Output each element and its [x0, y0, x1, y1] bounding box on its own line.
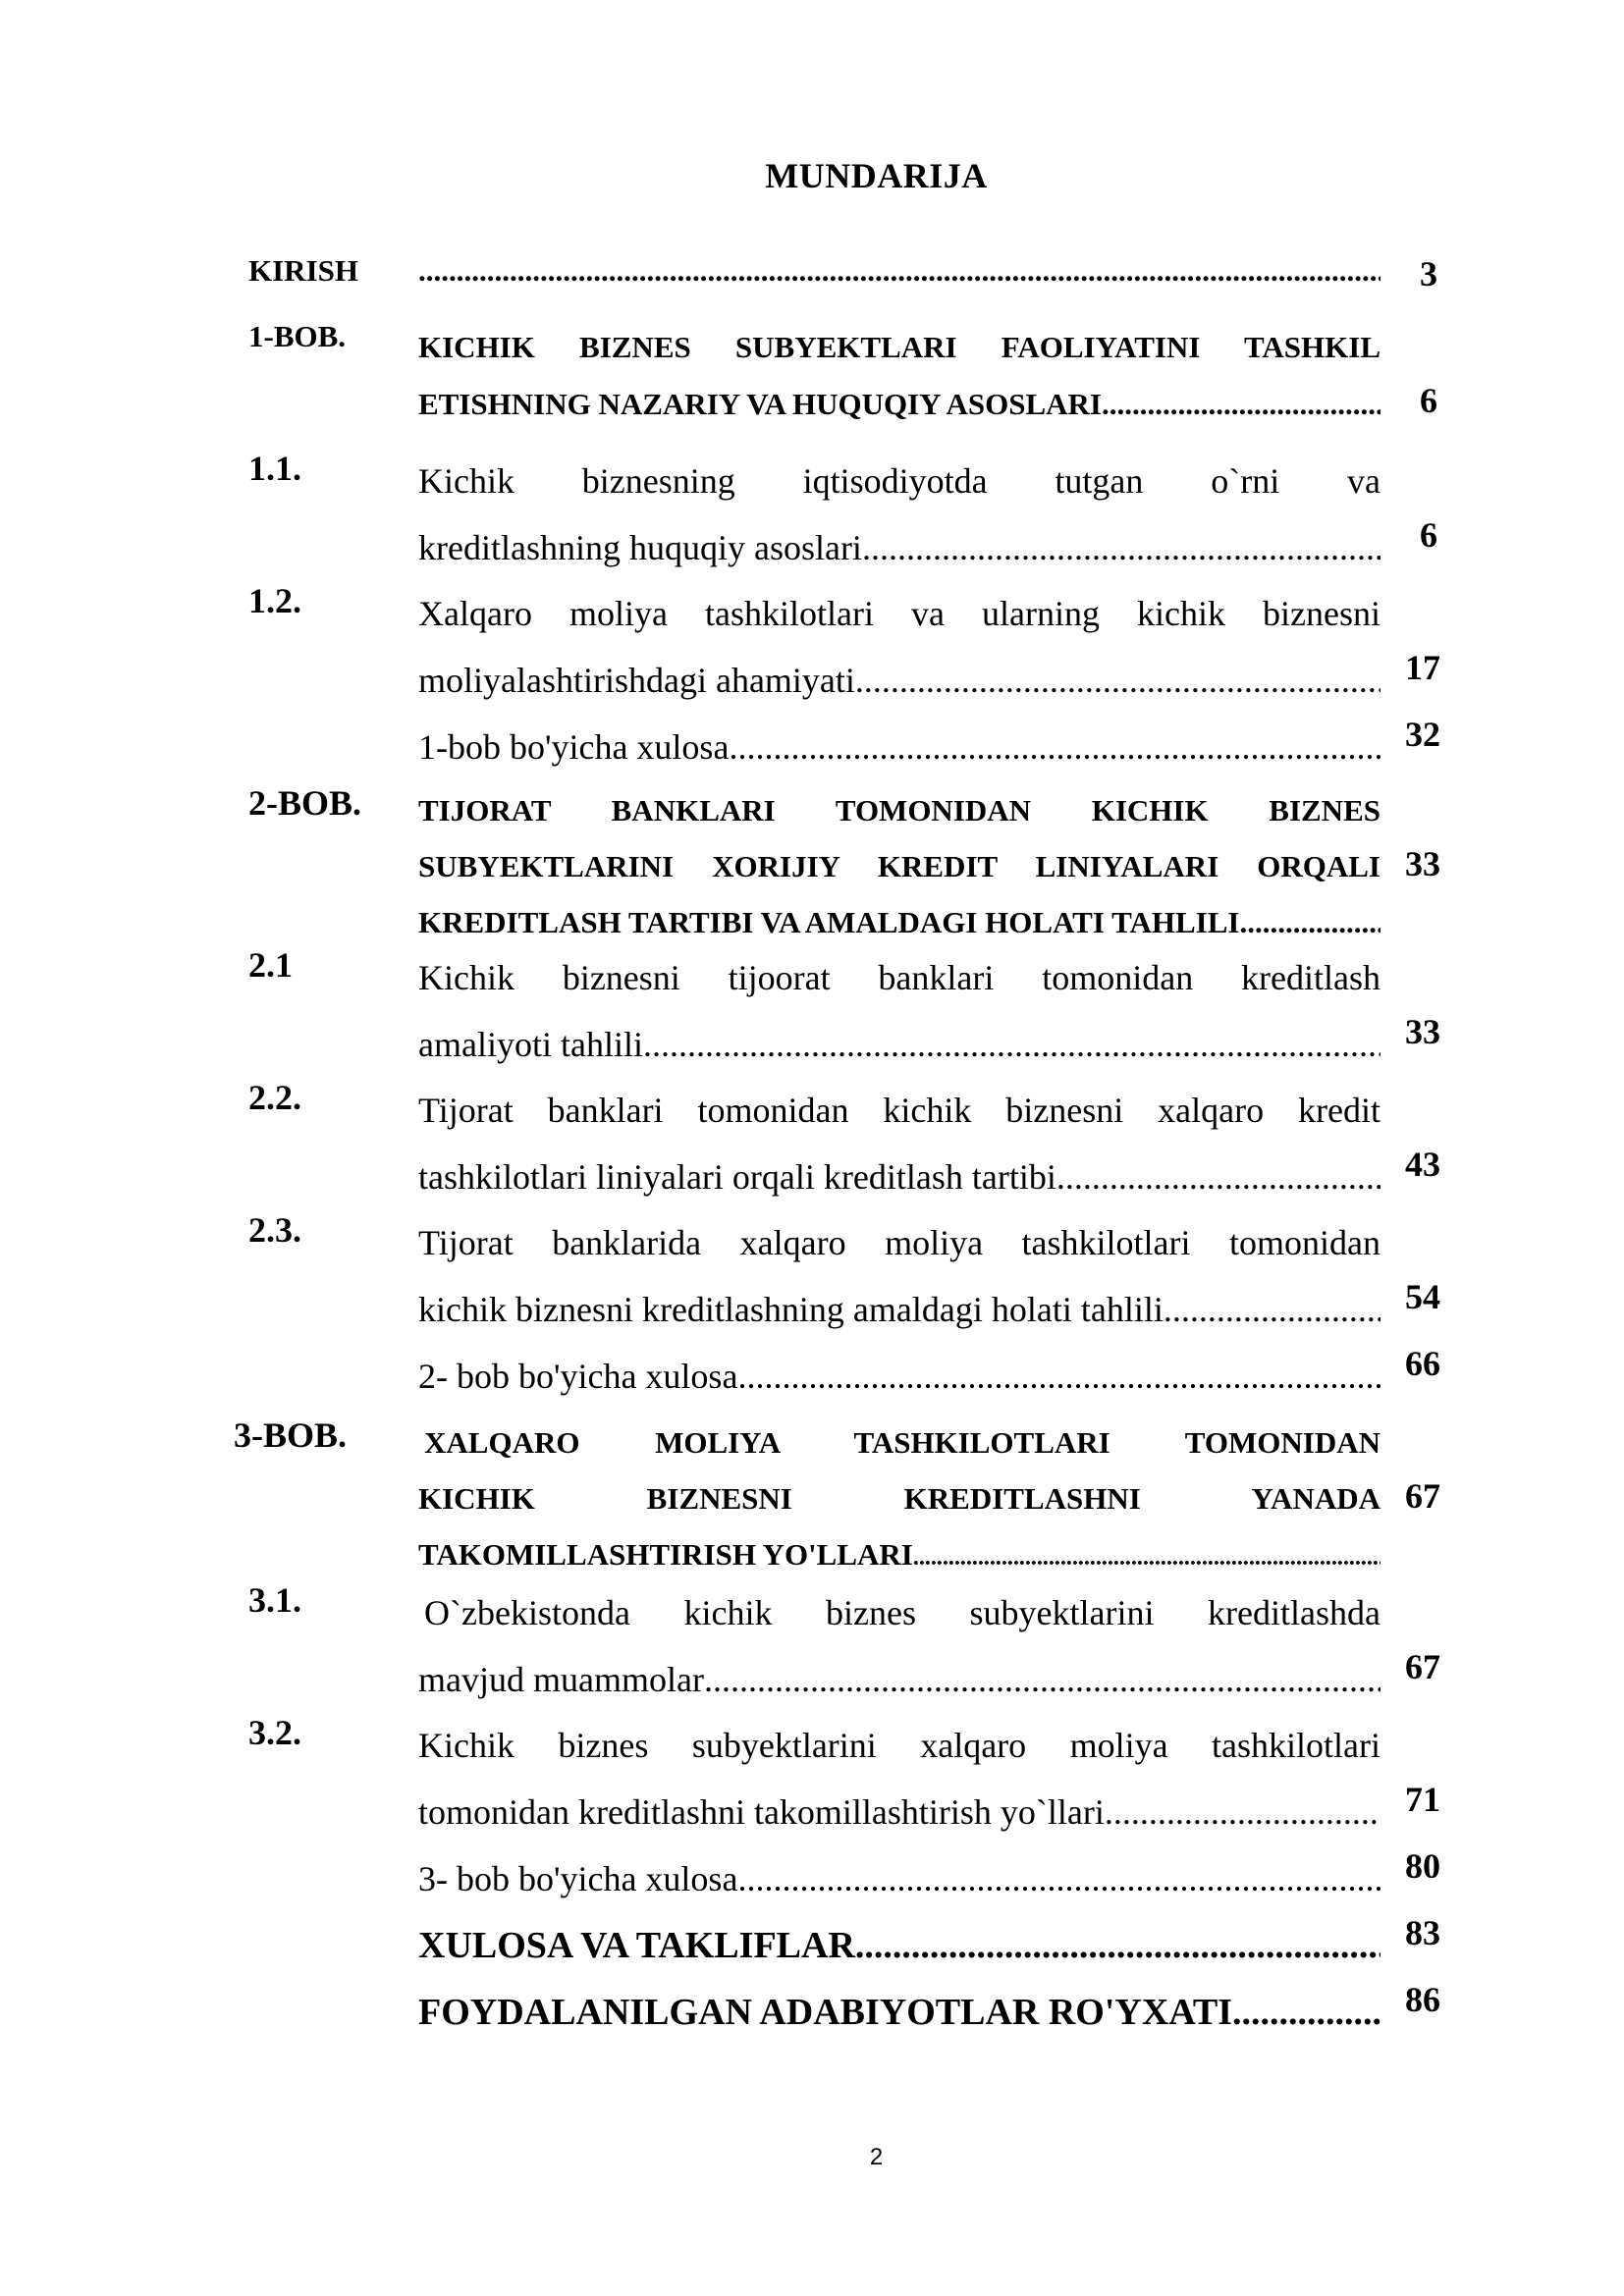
toc-leader-dots [1232, 1979, 1380, 2046]
toc-line: 2- bob bo'yicha xulosa [418, 1357, 738, 1396]
toc-label: 1.1. [248, 449, 301, 488]
toc-leader-dots [855, 647, 1380, 714]
toc-line: mavjud muammolar [418, 1660, 704, 1699]
toc-line: Kichik biznesning iqtisodiyotda tutgan o`rni va [418, 461, 1380, 501]
toc-leader-dots [1239, 894, 1380, 950]
toc-page: 6 [1420, 515, 1437, 555]
toc-label: 3.2. [248, 1713, 301, 1752]
toc-line: Kichik biznes subyektlarini xalqaro moliya tashkilotlari [418, 1726, 1380, 1765]
toc-line: KICHIK BIZNES SUBYEKTLARI FAOLIYATINI TASHKIL [418, 330, 1380, 364]
toc-leader-dots [729, 714, 1380, 780]
toc-text [418, 253, 1380, 289]
toc-line: TAKOMILLASHTIRISH YO'LLARI [418, 1537, 913, 1572]
toc-page: 67 [1405, 1476, 1440, 1516]
toc-line: ETISHNING NAZARIY VA HUQUQIY ASOSLARI [418, 387, 1102, 421]
toc-line: FOYDALANILGAN ADABIYOTLAR RO'YXATI [418, 1992, 1233, 2033]
toc-text [418, 1209, 1380, 1343]
toc-text [418, 1712, 1380, 1845]
toc-label: 3.1. [248, 1580, 301, 1620]
toc-page: 54 [1405, 1277, 1440, 1316]
toc-page: 80 [1405, 1846, 1440, 1886]
toc-leader-dots [1056, 1144, 1380, 1210]
toc-line: XALQARO MOLIYA TASHKILOTLARI TOMONIDAN [424, 1425, 1380, 1460]
toc-page: 67 [1405, 1647, 1440, 1686]
toc-label: 3-BOB. [234, 1415, 348, 1455]
toc-leader-dots [913, 1530, 1380, 1586]
toc-page: 83 [1405, 1913, 1440, 1952]
toc-text [418, 448, 1380, 581]
toc-text [418, 1343, 1380, 1410]
toc-leader-dots [704, 1646, 1380, 1713]
toc-line: moliyalashtirishdagi ahamiyati [418, 661, 855, 700]
toc-label: 1.2. [248, 581, 301, 620]
toc-text [418, 580, 1380, 714]
page-title: MUNDARIJA [765, 156, 988, 195]
toc-leader-dots [855, 1912, 1380, 1979]
toc-text [418, 1912, 1380, 1979]
toc-leader-dots [737, 1845, 1380, 1912]
toc-text [418, 319, 1380, 433]
toc-line: O`zbekistonda kichik biznes subyektlarini kreditlashda [424, 1593, 1380, 1632]
toc-line: kichik biznesni kreditlashning amaldagi holati tahlili [418, 1290, 1164, 1329]
toc-leader-dots [1105, 1779, 1380, 1845]
toc-page: 6 [1420, 381, 1437, 420]
toc-line: SUBYEKTLARINI XORIJIY KREDIT LINIYALARI ORQALI [418, 849, 1380, 883]
toc-line: KREDITLASH TARTIBI VA AMALDAGI HOLATI TAHLILI [418, 905, 1240, 939]
toc-leader-dots [1102, 376, 1380, 433]
toc-page: 33 [1405, 844, 1440, 883]
toc-label: 2.2. [248, 1078, 301, 1117]
toc-leader-dots [643, 1011, 1380, 1078]
toc-text [418, 714, 1380, 780]
toc-leader-dots [737, 1343, 1380, 1410]
toc-label: 2.1 [248, 945, 293, 985]
toc-line: Kichik biznesni tijoorat banklari tomonidan kreditlash [418, 958, 1380, 997]
toc-text [418, 782, 1380, 950]
toc-line: Tijorat banklari tomonidan kichik biznesni xalqaro kredit [418, 1091, 1380, 1130]
toc-text [418, 1845, 1380, 1912]
toc-page: 71 [1405, 1780, 1440, 1819]
page-number: 2 [869, 2144, 884, 2170]
toc-line: 1-bob bo'yicha xulosa [418, 727, 730, 767]
toc-page: 43 [1405, 1145, 1440, 1184]
toc-line: kreditlashning huquqiy asoslari [418, 528, 862, 567]
toc-label: 1-BOB. [248, 319, 347, 353]
toc-text [418, 1415, 1380, 1586]
toc-text [418, 1979, 1380, 2046]
toc-text [418, 944, 1380, 1078]
toc-page: 66 [1405, 1344, 1440, 1383]
toc-line: KICHIK BIZNESNI KREDITLASHNI YANADA [418, 1481, 1380, 1516]
toc-page: 86 [1405, 1980, 1440, 2019]
toc-line: XULOSA VA TAKLIFLAR [418, 1925, 855, 1966]
toc-page: 3 [1420, 254, 1437, 294]
toc-line: tashkilotlari liniyalari orqali kreditlash tartibi [418, 1157, 1056, 1197]
toc-page: 33 [1405, 1012, 1440, 1051]
toc-leader-dots [862, 514, 1380, 581]
toc-text [418, 1077, 1380, 1210]
toc-leader-dots [418, 253, 1380, 289]
toc-label: 2.3. [248, 1210, 301, 1250]
toc-line: Xalqaro moliya tashkilotlari va ularning kichik biznesni [418, 594, 1380, 633]
toc-label: 2-BOB. [248, 783, 362, 823]
toc-page: 17 [1405, 648, 1440, 687]
toc-page: 32 [1405, 715, 1440, 754]
toc-line: TIJORAT BANKLARI TOMONIDAN KICHIK BIZNES [418, 793, 1380, 828]
toc-line: amaliyoti tahlili [418, 1025, 643, 1064]
toc-line: 3- bob bo'yicha xulosa [418, 1859, 738, 1898]
toc-line: tomonidan kreditlashni takomillashtirish yo`llari [418, 1792, 1105, 1832]
toc-line: Tijorat banklarida xalqaro moliya tashkilotlari tomonidan [418, 1223, 1380, 1262]
toc-label: KIRISH [248, 253, 358, 288]
toc-leader-dots [1164, 1276, 1380, 1343]
toc-text [418, 1579, 1380, 1713]
